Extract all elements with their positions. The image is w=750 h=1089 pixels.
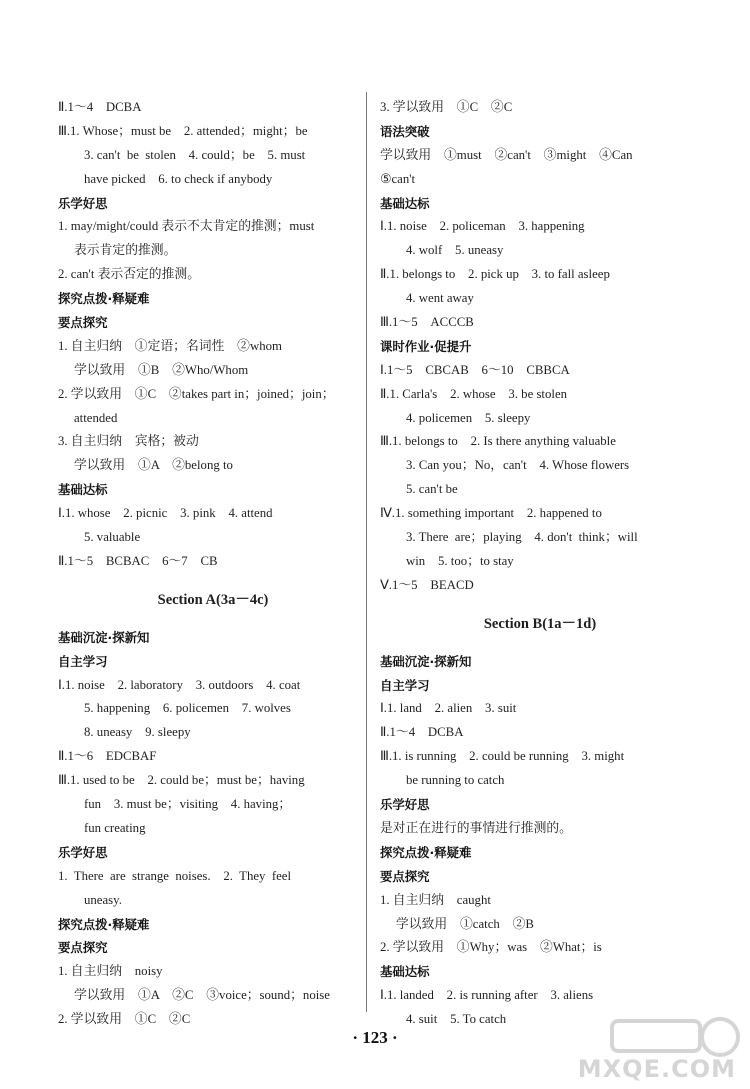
left-answer-line: uneasy. <box>84 892 122 907</box>
right-answer-line: Ⅰ.1～5 CBCAB 6～10 CBBCA <box>380 362 570 377</box>
right-answer-line: Ⅰ.1. land 2. alien 3. suit <box>380 701 517 716</box>
right-answer-line: ⑤can't <box>380 171 416 186</box>
right-answer-line: 4. policemen 5. sleepy <box>406 410 531 425</box>
right-answer-line: 5. can't be <box>406 482 458 497</box>
right-answer-line: 是对正在进行的事情进行推测的。 <box>380 820 572 835</box>
right-heading: 要点探究 <box>380 868 430 884</box>
left-answer-line: 1. There are strange noises. 2. They feel <box>58 868 291 883</box>
left-answer-line: fun 3. must be；visiting 4. having； <box>84 797 292 812</box>
right-answer-line: 4. went away <box>406 291 474 306</box>
left-answer-line: 学以致用 ①B ②Who/Whom <box>74 362 249 377</box>
right-answer-line: Ⅳ.1. something important 2. happened to <box>380 506 602 521</box>
right-section-title: Section B(1a－1d) <box>483 615 597 632</box>
right-heading: 基础达标 <box>380 195 430 211</box>
right-heading: 语法突破 <box>380 123 430 139</box>
right-heading: 课时作业·促提升 <box>380 338 472 354</box>
column-divider <box>366 92 367 1012</box>
right-answer-line: Ⅱ.1～4 DCBA <box>380 725 464 740</box>
left-answer-line: Ⅰ.1. whose 2. picnic 3. pink 4. attend <box>58 506 273 521</box>
left-answer-line: 2. 学以致用 ①C ②C <box>58 1012 191 1027</box>
left-answer-line: Ⅰ.1. noise 2. laboratory 3. outdoors 4. coat <box>58 677 301 692</box>
left-heading: 基础达标 <box>58 482 108 498</box>
left-answer-line: Ⅱ.1～5 BCBAC 6～7 CB <box>58 553 218 568</box>
right-answer-line: be running to catch <box>406 773 505 788</box>
right-answer-line: win 5. too；to stay <box>406 553 514 568</box>
left-heading: 探究点拨·释疑难 <box>58 916 150 932</box>
left-heading: 乐学好思 <box>58 195 108 211</box>
left-answer-line: 表示肯定的推测。 <box>74 243 177 258</box>
left-answer-line: 8. uneasy 9. sleepy <box>84 725 191 740</box>
left-heading: 乐学好思 <box>58 844 108 860</box>
left-answer-line: 1. 自主归纳 ①定语；名词性 ②whom <box>58 338 282 353</box>
right-answer-line: Ⅲ.1. is running 2. could be running 3. might <box>380 749 625 764</box>
left-column <box>58 96 368 1032</box>
left-answer-line: Ⅲ.1. Whose；must be 2. attended；might；be <box>58 123 308 138</box>
left-answer-line: fun creating <box>84 820 146 835</box>
right-heading: 乐学好思 <box>380 797 430 813</box>
left-answer-line: have picked 6. to check if anybody <box>84 171 273 186</box>
left-answer-line: Ⅲ.1. used to be 2. could be；must be；having <box>58 773 305 788</box>
right-column <box>380 96 700 1032</box>
left-answer-line: 2. can't 表示否定的推测。 <box>58 267 200 282</box>
right-answer-line: Ⅱ.1. Carla's 2. whose 3. be stolen <box>380 386 568 401</box>
left-answer-line: 学以致用 ①A ②C ③voice；sound；noise <box>74 988 330 1003</box>
right-heading: 基础达标 <box>380 964 430 980</box>
right-answer-line: 3. Can you；No，can't 4. Whose flowers <box>406 458 630 473</box>
left-answer-line: 学以致用 ①A ②belong to <box>74 458 233 473</box>
right-answer-line: 1. 自主归纳 caught <box>380 892 491 907</box>
right-heading: 探究点拨·释疑难 <box>380 844 472 860</box>
watermark-text: MXQE.COM <box>577 1055 736 1083</box>
right-answer-line: 3. There are；playing 4. don't think；will <box>406 530 638 545</box>
right-answer-line: 3. 学以致用 ①C ②C <box>380 100 513 114</box>
right-answer-line: 4. wolf 5. uneasy <box>406 243 504 258</box>
left-heading: 探究点拨·释疑难 <box>58 291 150 307</box>
left-answer-line: 3. can't be stolen 4. could；be 5. must <box>84 147 306 162</box>
right-answer-line: 4. suit 5. To catch <box>406 1012 507 1027</box>
right-heading: 基础沉淀·探新知 <box>380 653 472 669</box>
left-answer-line: 1. may/might/could 表示不太肯定的推测；must <box>58 219 315 234</box>
right-answer-line: Ⅴ.1～5 BEACD <box>380 577 474 592</box>
left-heading: 自主学习 <box>58 653 108 669</box>
left-answer-line: 2. 学以致用 ①C ②takes part in；joined；join； <box>58 386 335 401</box>
right-answer-line: 学以致用 ①must ②can't ③might ④Can <box>380 147 633 162</box>
left-answer-line: 5. happening 6. policemen 7. wolves <box>84 701 291 716</box>
right-heading: 自主学习 <box>380 677 430 693</box>
right-answer-line: Ⅲ.1～5 ACCCB <box>380 315 474 330</box>
left-answer-line: Ⅱ.1～6 EDCBAF <box>58 749 157 764</box>
right-answer-line: Ⅰ.1. noise 2. policeman 3. happening <box>380 219 585 234</box>
page-number: · 123 · <box>352 1028 398 1047</box>
left-answer-line: 5. valuable <box>84 530 141 545</box>
right-answer-line: Ⅲ.1. belongs to 2. Is there anything valuable <box>380 434 616 449</box>
right-answer-line: Ⅱ.1. belongs to 2. pick up 3. to fall asleep <box>380 267 610 282</box>
right-answer-line: 学以致用 ①catch ②B <box>396 916 534 931</box>
left-answer-line: 3. 自主归纳 宾格；被动 <box>58 434 199 449</box>
left-heading: 要点探究 <box>58 940 108 956</box>
watermark-logo <box>577 1011 742 1085</box>
left-answer-line: 1. 自主归纳 noisy <box>58 964 163 979</box>
left-heading: 基础沉淀·探新知 <box>58 629 150 645</box>
right-answer-line: 2. 学以致用 ①Why；was ②What；is <box>380 940 602 955</box>
left-answer-line: attended <box>74 410 118 425</box>
right-answer-line: Ⅰ.1. landed 2. is running after 3. aliens <box>380 988 594 1003</box>
left-answer-line: Ⅱ.1～4 DCBA <box>58 100 142 114</box>
left-section-title: Section A(3a－4c) <box>157 591 269 608</box>
left-heading: 要点探究 <box>58 315 108 331</box>
